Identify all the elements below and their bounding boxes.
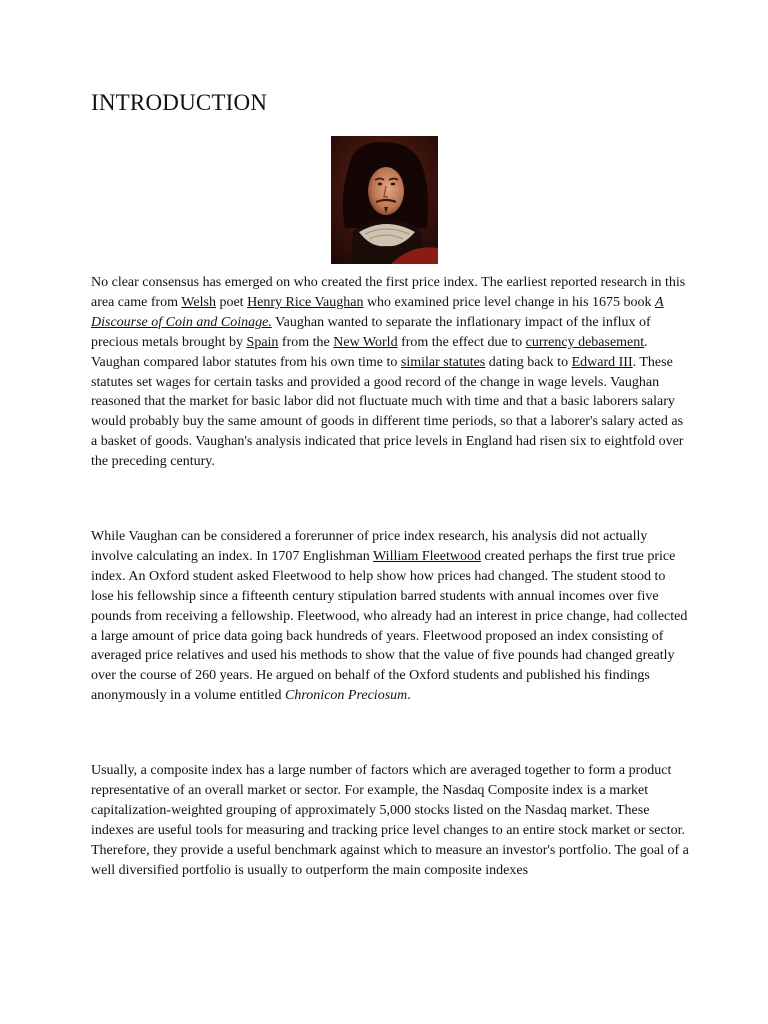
text-run: . These statutes set wages for certain tasks and provided a good record of the change in wage levels. Vaughan reasoned that the market for basic labor did not fluctuate much with time and that a basic laborers salary would probably buy the same amount of goods in different time periods, so that a laborer's salary acted as a basket of goods. Vaughan's analysis indicated that price levels in England had risen six to eightfold over the preceding century. (91, 354, 684, 470)
link-henry-rice-vaughan[interactable]: Henry Rice Vaughan (247, 294, 364, 310)
link-edward-iii[interactable]: Edward III (571, 354, 633, 370)
paragraph-2 (91, 527, 691, 706)
text-run: While Vaughan can be considered a forerunner of price index research, his analysis did not actually involve calculating an index. In 1707 Englishman (91, 529, 648, 564)
text-run: . Vaughan compared labor statutes from his own time to (91, 334, 648, 370)
text-run: Vaughan wanted to separate the inflationary impact of the influx of precious metals brought by (91, 314, 651, 350)
link-new-world[interactable]: New World (333, 334, 398, 350)
text-run: from the effect due to (397, 334, 526, 350)
portrait-image (331, 136, 438, 264)
text-run: Usually, a composite index has a large number of factors which are averaged together to form a product representative of an overall market or sector. For example, the Nasdaq Composite index is a market capitalization-weighted grouping of approximately 5,000 stocks listed on the Nasdaq market. These indexes are useful tools for measuring and tracking price level changes to an entire stock market or sector. Therefore, they provide a useful benchmark against which to measure an investor's portfolio. The goal of a well diversified portfolio is usually to outperform the main composite indexes (91, 763, 689, 878)
text-run: who examined price level change in his 1675 book (363, 294, 656, 310)
italic-title: Chronicon Preciosum (285, 688, 408, 704)
link-discourse-of-coin[interactable]: A Discourse of Coin and Coinage. (91, 294, 664, 330)
link-william-fleetwood[interactable]: William Fleetwood (373, 548, 481, 564)
text-run: from the (278, 334, 334, 350)
text-run: . (407, 688, 411, 704)
text-run: dating back to (485, 354, 572, 370)
link-spain[interactable]: Spain (246, 334, 279, 350)
paragraph-1 (91, 273, 691, 472)
paragraph-3 (91, 761, 691, 880)
link-similar-statutes[interactable]: similar statutes (400, 354, 486, 370)
page-title: INTRODUCTION (91, 90, 268, 115)
text-run: No clear consensus has emerged on who created the first price index. The earliest reported research in this area came from (91, 275, 686, 310)
link-welsh[interactable]: Welsh (181, 294, 216, 310)
link-currency-debasement[interactable]: currency debasement (525, 334, 645, 350)
text-run: created perhaps the first true price index. An Oxford student asked Fleetwood to help show how prices had changed. The student stood to lose his fellowship since a fifteenth century stipulation barred students with annual incomes over five pounds from receiving a fellowship. Fleetwood, who already had an interest in price change, had collected a large amount of price data going back hundreds of years. Fleetwood proposed an index consisting of averaged price relatives and used his methods to show that the value of five pounds had changed greatly over the course of 260 years. He argued on behalf of the Oxford students and published his findings anonymously in a volume entitled (91, 548, 688, 704)
text-run: poet (215, 294, 248, 310)
